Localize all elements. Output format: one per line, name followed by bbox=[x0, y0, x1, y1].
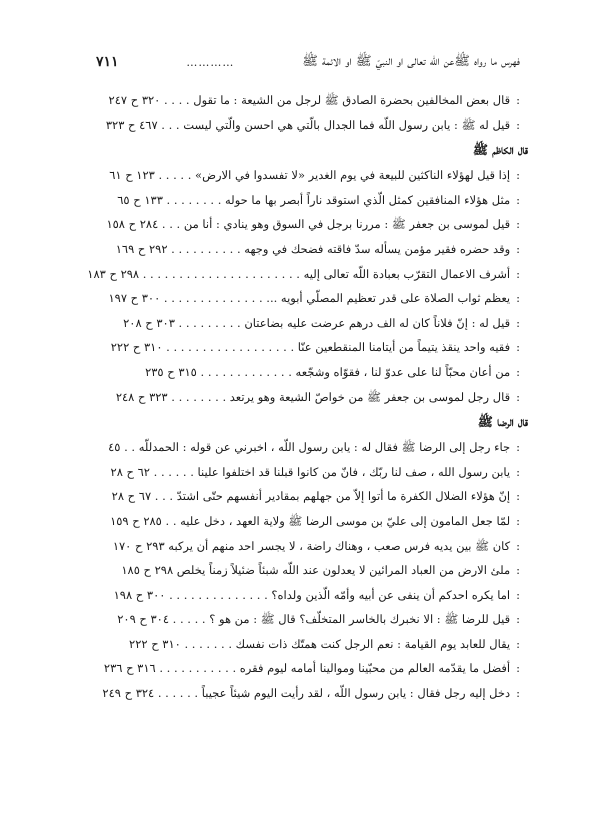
index-entry: :أشرف الاعمال التقرّب بعبادة اللّه تعالى إليه . . . . . . . . . . . . . . . . . . . . . . ٢٩٨ ح ١٨٣ bbox=[87, 266, 520, 281]
index-entry: :قيل له : إنّ فلاناً كان له الف درهم عرضت عليه بضاعتان . . . . . . . . . ٣٠٣ ح ٢٠٨ bbox=[123, 315, 520, 330]
index-entry: :يابن رسول الله ، صف لنا ربّك ، فانّ من كانوا قبلنا قد اختلفوا علينا . . . . . . ٦٢ ح ٢٨ bbox=[110, 464, 520, 479]
index-entry: :يقال للعابد يوم القيامة : نعم الرجل كنت همتّك ذات نفسك . . . . . . . ٣١٠ ح ٢٢٢ bbox=[129, 636, 520, 651]
section-heading-kazim: قال الكاظم ﷺ bbox=[472, 142, 528, 158]
page-number: ٧١١ bbox=[96, 54, 119, 70]
index-entry: :اما يكره احدكم أن ينفى عن أبيه وأمّه الّذين ولداه؟ . . . . . . . . . . . . . . ٣٠٠ ح ١٩٨ bbox=[113, 587, 520, 602]
index-entry: :وقد حضره فقير مؤمن يسأله سدّ فاقته فضحك في وجهه . . . . . . . . . . ٢٩٢ ح ١٦٩ bbox=[115, 241, 520, 256]
page-header bbox=[96, 50, 520, 74]
index-entry: :قال بعض المخالفين بحضرة الصادق ﷺ لرجل من الشيعة : ما تقول . . . . ٣٢٠ ح ٢٤٧ bbox=[108, 93, 520, 107]
index-entry: :دخل إليه رجل فقال : يابن رسول اللّه ، لقد رأيت اليوم شيئاً عجيباً . . . . . . ٣٢٤ ح ٢٤٩ bbox=[102, 686, 520, 701]
index-content bbox=[87, 88, 528, 706]
index-entry: :أفضل ما يقدّمه العالم من محبّينا وموالينا أمامه ليوم فقره . . . . . . . . . . . ٣١٦ ح ٢٣٦ bbox=[103, 661, 520, 676]
section-heading-rida: قال الرضا ﷺ bbox=[477, 414, 528, 430]
index-entry: :إذا قيل لهؤلاء الناكثين للبيعة في يوم الغدير «لا تفسدوا في الارض» . . . . . ١٢٣ ح ٦١ bbox=[109, 168, 520, 183]
index-entry: :كان ﷺ بين يديه فرس صعب ، وهناك راضة ، لا يجسر احد منهم أن يركبه ٢٩٣ ح ١٧٠ bbox=[112, 538, 520, 553]
index-entry: :قيل له ﷺ : يابن رسول اللّه فما الجدال بالّتي هي احسن والّتي ليست . . . ٤٦٧ ح ٣٢٣ bbox=[105, 117, 520, 132]
index-entry: :قيل لموسى بن جعفر ﷺ : مررنا برجل في السوق وهو ينادي : أنا من . . . ٢٨٤ ح ١٥٨ bbox=[106, 217, 520, 232]
index-entry: :مثل هؤلاء المنافقين كمثل الّذي استوقد ناراً أبصر بها ما حوله . . . . . . . . ١٣٣ ح ٦٥ bbox=[117, 192, 520, 207]
header-dots: ………… bbox=[186, 55, 235, 69]
index-entry: :يعظم ثواب الصلاة على قدر تعظيم المصلّي أبويه ... . . . . . . . . . . . . . . ٣٠٠ ح ١٩٧ bbox=[108, 291, 520, 306]
index-entry: :جاء رجل إلى الرضا ﷺ فقال له : يابن رسول اللّه ، اخبرني عن قوله : الحمدللّه . . ٤٥ bbox=[108, 440, 520, 455]
header-title: فهرس ما رواه ﷺعن اللّه تعالى او النبيّ ﷺ او الائمة ﷺ bbox=[302, 53, 520, 69]
index-entry: :ملئ الارض من العباد المرائين لا يعدلون عند اللّه شبئاً ضئيلاً زمناً يخلص ٢٩٨ ح ١٨٥ bbox=[121, 563, 520, 578]
index-entry: :من أعان محبّاً لنا على عدوّ لنا ، فقوّاه وشجّعه . . . . . . . . . . . . . ٣١٥ ح ٢٣٥ bbox=[145, 364, 520, 379]
index-entry: :قيل للرضا ﷺ : الا نخبرك بالخاسر المتخلّف؟ قال ﷺ : من هو ؟ . . . . . ٣٠٤ ح ٢٠٩ bbox=[117, 612, 520, 627]
index-entry: :لمّا جعل المامون إلى عليّ بن موسى الرضا ﷺ ولاية العهد ، دخل عليه . . ٢٨٥ ح ١٥٩ bbox=[110, 513, 520, 528]
index-entry: :قال رجل لموسى بن جعفر ﷺ من خواصّ الشيعة وهو يرتعد . . . . . . . . ٣٢٣ ح ٢٤٨ bbox=[115, 389, 520, 404]
index-entry: :فقيه واحد ينقذ يتيماً من أيتامنا المنقطعين عنّا . . . . . . . . . . . . . . . . . . ٣١٠ ح ٢٢٢ bbox=[110, 340, 520, 355]
index-entry: :إنّ هؤلاء الضلال الكفرة ما أتوا إلاّ من جهلهم بمقادير أنفسهم حتّى اشتدّ . . . ٦٧ ح ٢٨ bbox=[111, 489, 520, 504]
